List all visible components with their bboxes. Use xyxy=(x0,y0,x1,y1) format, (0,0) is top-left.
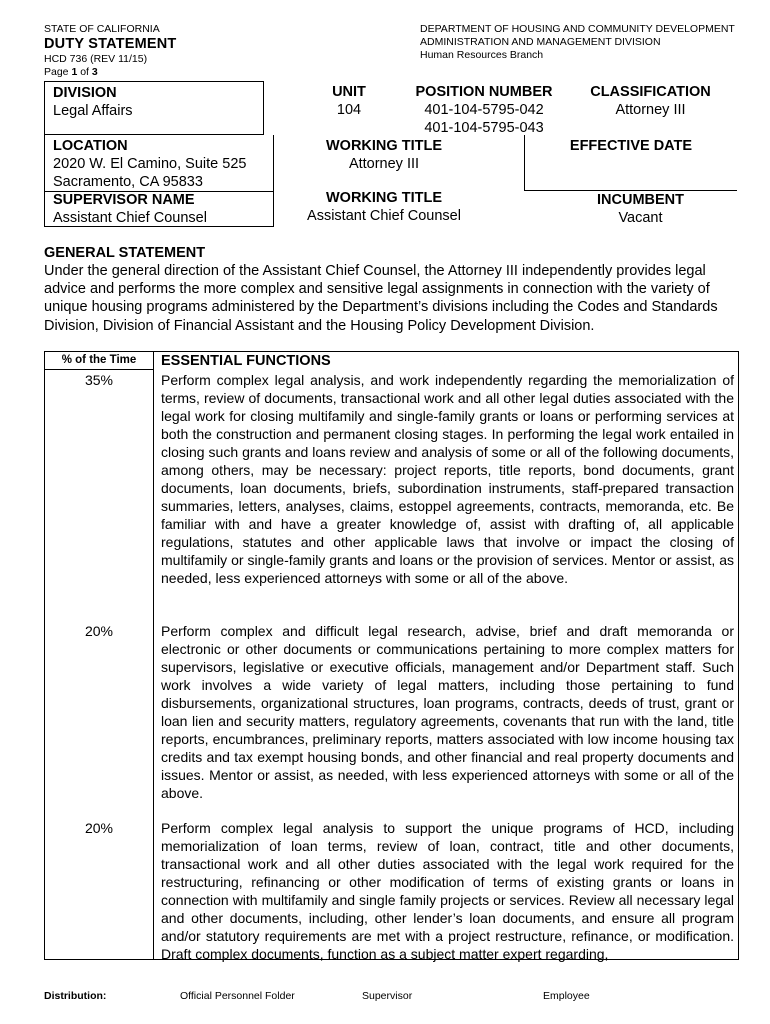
branch-name: Human Resources Branch xyxy=(420,49,544,61)
incumbent-value: Vacant xyxy=(618,210,663,226)
page-total: 3 xyxy=(91,66,98,78)
division-value: Legal Affairs xyxy=(53,103,133,119)
working-title-cell xyxy=(284,135,484,185)
location-divider xyxy=(44,191,274,192)
incumbent-label: INCUMBENT xyxy=(597,192,684,208)
working-title-value: Attorney III xyxy=(348,156,420,172)
position-number-cell xyxy=(394,81,574,135)
position-number-2: 401-104-5795-043 xyxy=(424,120,544,136)
function-2-text: Perform complex and difficult legal research, advise, brief and draft memoranda or electronic or other documents or communications pertaining to more complex matters for supervisors, legislative or executive officials, management and/or Department staff. Such work involves a wide variety of legal matters, including those pertaining to fund disbursements, organizational structures, loan programs, contracts, deeds of trust, grant or loan lien and security matters, regulatory agreements, covenants that run with the land, title reports, encumbrances, preliminary reports, matters associated with low income housing tax credits and tax exempt housing bonds, and other financial and real property documents and issues. Mentor or assist, as needed, with less experienced attorneys with some or all of the above. xyxy=(161,623,734,801)
location-line-1: 2020 W. El Camino, Suite 525 xyxy=(53,156,247,172)
division-label: DIVISION xyxy=(53,85,117,101)
classification-cell xyxy=(564,81,737,135)
general-statement-body: Under the general direction of the Assistant Chief Counsel, the Attorney III independently provides legal advice and performs the more complex and sensitive legal assignments in connection with the variety of unique housing programs administered by the Department’s divisions including the Codes and Standards Division, Division of Financial Assistant and the Housing Policy Development Division. xyxy=(44,263,718,334)
incumbent-cell xyxy=(544,191,737,227)
distribution-label: Distribution: xyxy=(44,990,107,1002)
unit-value: 104 xyxy=(336,102,362,118)
supervisor-working-title-label: WORKING TITLE xyxy=(326,190,442,206)
page-current: 1 xyxy=(71,66,78,78)
division-cell xyxy=(44,81,264,135)
function-1-percent: 35% xyxy=(84,372,114,388)
form-number: HCD 736 (REV 11/15) xyxy=(44,53,148,65)
location-cell xyxy=(44,135,274,227)
location-label: LOCATION xyxy=(53,138,128,154)
document-title: DUTY STATEMENT xyxy=(44,36,177,52)
function-3-text: Perform complex legal analysis to support the unique programs of HCD, including memorialization of loan terms, review of loan, contract, title and other documents, transactional work and all other duties associated with the legal work required for the restructuring, refinancing or other modification of terms of existing grants or loans in connection with multifamily and single family projects or services. Review all necessary legal and other documents, including, other lender’s loan documents, and ensure all program and/or statutory requirements are met with a project restructure, refinance, or modification. Draft complex documents, function as a subject matter expert regarding, xyxy=(161,820,734,962)
distribution-employee: Employee xyxy=(543,990,590,1002)
position-number-label: POSITION NUMBER xyxy=(415,84,553,100)
distribution-personnel-folder: Official Personnel Folder xyxy=(180,990,295,1002)
column-divider xyxy=(153,352,154,959)
effective-date-label: EFFECTIVE DATE xyxy=(569,138,693,154)
page-label: Page xyxy=(44,66,69,78)
location-line-2: Sacramento, CA 95833 xyxy=(53,174,203,190)
function-1-text: Perform complex legal analysis, and work independently regarding the memorialization of terms, review of documents, transactional work and all other legal duties associated with the legal work for closing multifamily and single-family grants or loans or performing services at both the construction and permanent closing stages. In performing the legal work entailed in closing such grants and loans review and analysis of some or all of the following documents, among others, may be necessary: project reports, title reports, bond documents, grant documents, loan documents, briefs, subordination instruments, staff-prepared transaction summaries, letters, analyses, claims, estoppel agreements, contracts, memoranda, etc. Be familiar with and have a greater knowledge of, assist with drafting of, all applicable regulations, statutes and other applicable laws that involve or impact the closing of multifamily or single-family grants and loans or the provision of services. Mentor or assist, as needed, less experienced attorneys with some or all of the above. xyxy=(161,372,734,586)
header-left xyxy=(44,23,384,79)
classification-value: Attorney III xyxy=(615,102,686,118)
effective-date-cell xyxy=(524,135,737,191)
distribution-supervisor: Supervisor xyxy=(362,990,413,1002)
supervisor-working-title-value: Assistant Chief Counsel xyxy=(307,208,461,224)
page-of: of xyxy=(80,66,89,78)
essential-functions-table xyxy=(44,351,739,960)
general-statement-title: GENERAL STATEMENT xyxy=(44,245,206,261)
department-name: DEPARTMENT OF HOUSING AND COMMUNITY DEVELOPMENT xyxy=(420,23,735,35)
general-statement xyxy=(44,244,744,335)
division-name: ADMINISTRATION AND MANAGEMENT DIVISION xyxy=(420,36,661,48)
header-right xyxy=(420,23,750,62)
position-number-1: 401-104-5795-042 xyxy=(424,102,544,118)
working-title-label: WORKING TITLE xyxy=(326,138,442,154)
supervisor-working-title-cell xyxy=(284,189,484,227)
supervisor-label: SUPERVISOR NAME xyxy=(53,192,195,208)
supervisor-value: Assistant Chief Counsel xyxy=(53,210,207,226)
function-2-percent: 20% xyxy=(84,623,114,639)
percent-time-header: % of the Time xyxy=(45,352,153,370)
function-3-percent: 20% xyxy=(84,820,114,836)
essential-functions-header: ESSENTIAL FUNCTIONS xyxy=(161,353,331,369)
state-name: STATE OF CALIFORNIA xyxy=(44,23,160,35)
unit-label: UNIT xyxy=(332,84,366,100)
page-indicator xyxy=(44,66,384,79)
classification-label: CLASSIFICATION xyxy=(590,84,711,100)
position-info-table xyxy=(44,81,737,227)
